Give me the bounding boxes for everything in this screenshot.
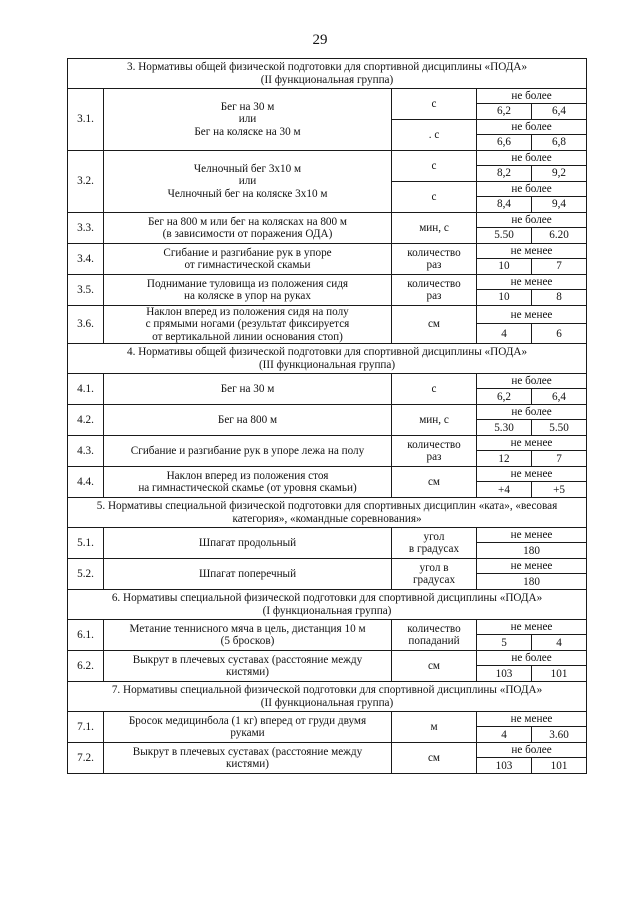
unit-line: раз xyxy=(426,290,442,302)
value-cell: 5 xyxy=(477,635,532,651)
test-name-line: на коляске в упор на руках xyxy=(184,290,311,302)
section-title-line: 4. Нормативы общей физической подготовки для спортивной дисциплины «ПОДА» xyxy=(127,346,528,359)
value-cell: 6,8 xyxy=(532,135,587,151)
page-number: 29 xyxy=(312,32,328,48)
test-name xyxy=(104,151,392,213)
value-cell: 6,6 xyxy=(477,135,532,151)
value-cell: 101 xyxy=(532,758,587,774)
value-cell: 8,2 xyxy=(477,166,532,182)
value-cell: 180 xyxy=(477,574,587,590)
test-name-line: Выкрут в плечевых суставах (расстояние между xyxy=(132,745,363,758)
unit-line: с xyxy=(431,159,437,172)
value-cell: 10 xyxy=(477,290,532,306)
table-row xyxy=(68,436,587,451)
test-name xyxy=(104,620,392,651)
value-cell: 7 xyxy=(532,259,587,275)
test-name-line: Наклон вперед из положения стоя xyxy=(166,469,329,482)
unit-cell xyxy=(392,620,477,651)
test-name-line: Сгибание и разгибание рук в упоре лежа на полу xyxy=(130,445,365,458)
unit-cell xyxy=(392,436,477,467)
row-number: 4.1. xyxy=(68,374,104,405)
row-number: 5.2. xyxy=(68,559,104,590)
test-name-line: Бросок медицинбола (1 кг) вперед от груди двумя xyxy=(128,714,367,727)
limit-label: не более xyxy=(477,374,587,389)
test-name xyxy=(104,213,392,244)
limit-label: не менее xyxy=(477,467,587,482)
test-name xyxy=(104,275,392,306)
test-name-line: кистями) xyxy=(225,758,270,771)
limit-label: не менее xyxy=(477,306,587,324)
test-name-line: Шпагат поперечный xyxy=(198,568,297,581)
table-row xyxy=(68,405,587,420)
limit-label: не менее xyxy=(477,559,587,574)
unit-cell xyxy=(392,151,477,182)
test-name xyxy=(104,306,392,344)
unit-line: мин, с xyxy=(419,221,449,234)
limit-label: не более xyxy=(477,405,587,420)
unit-line: попаданий xyxy=(408,635,460,648)
test-name-line: на гимнастической скамье (от уровня скамьи) xyxy=(138,482,357,495)
limit-label: не более xyxy=(477,151,587,166)
unit-cell xyxy=(392,528,477,559)
row-number: 4.2. xyxy=(68,405,104,436)
test-name-line: Метание теннисного мяча в цель, дистанция 10 м xyxy=(129,622,366,635)
limit-label: не более xyxy=(477,743,587,758)
test-name-line: от вертикальной линии основания стоп) xyxy=(152,330,343,343)
value-cell: 103 xyxy=(477,758,532,774)
section-title-line: 3. Нормативы общей физической подготовки для спортивной дисциплины «ПОДА» xyxy=(127,61,528,74)
test-name xyxy=(104,405,392,436)
value-cell: 6.20 xyxy=(532,228,587,244)
value-cell: 5.50 xyxy=(477,228,532,244)
value-cell: 6,2 xyxy=(477,389,532,405)
unit-cell xyxy=(392,651,477,682)
test-name-line: Бег на 30 м xyxy=(220,100,275,113)
row-number: 5.1. xyxy=(68,528,104,559)
section-header-row xyxy=(68,498,587,528)
table-row xyxy=(68,743,587,758)
value-cell: 10 xyxy=(477,259,532,275)
test-name xyxy=(104,743,392,774)
test-name-line: Сгибание и разгибание рук в упоре xyxy=(163,246,332,259)
unit-line: см xyxy=(427,752,441,765)
test-name-line: Челночный бег на коляске 3х10 м xyxy=(167,187,328,200)
section-title xyxy=(68,59,587,89)
row-number: 3.3. xyxy=(68,213,104,244)
row-number: 6.2. xyxy=(68,651,104,682)
row-number: 4.3. xyxy=(68,436,104,467)
section-title-line: (II функциональная группа) xyxy=(260,73,394,86)
norms-table xyxy=(67,58,587,774)
value-cell: 8,4 xyxy=(477,197,532,213)
unit-line: с xyxy=(431,383,437,396)
test-name-line: от гимнастической скамьи xyxy=(184,259,311,271)
unit-line: градусах xyxy=(412,574,456,587)
test-name-line: Поднимание туловища из положения сидя xyxy=(146,277,349,290)
test-name-line: или xyxy=(238,175,257,188)
unit-line: количество xyxy=(407,277,461,290)
value-cell: +4 xyxy=(477,482,532,498)
unit-line: см xyxy=(427,476,441,489)
section-title-line: 6. Нормативы специальной физической подготовки для спортивной дисциплины «ПОДА» xyxy=(111,592,543,605)
unit-line: количество xyxy=(407,246,461,259)
unit-line: раз xyxy=(426,451,442,464)
unit-line: количество xyxy=(407,622,461,635)
section-title-line: (III функциональная группа) xyxy=(258,358,396,371)
test-name xyxy=(104,559,392,590)
table-row xyxy=(68,620,587,635)
unit-cell xyxy=(392,743,477,774)
limit-label: не менее xyxy=(477,436,587,451)
limit-label: не менее xyxy=(477,528,587,543)
section-title-line: 5. Нормативы специальной физической подготовки для спортивных дисциплин «ката», «весовая xyxy=(96,500,558,513)
value-cell: 6,4 xyxy=(532,104,587,120)
test-name-line: Бег на 800 м или бег на колясках на 800 м xyxy=(147,215,347,228)
table-row xyxy=(68,306,587,324)
row-number: 4.4. xyxy=(68,467,104,498)
row-number: 3.6. xyxy=(68,306,104,344)
test-name xyxy=(104,89,392,151)
limit-label: не менее xyxy=(477,620,587,635)
table-row xyxy=(68,151,587,166)
value-cell: 9,4 xyxy=(532,197,587,213)
test-name-line: Наклон вперед из положения сидя на полу xyxy=(146,306,349,318)
value-cell: 6 xyxy=(532,324,587,344)
test-name-line: (в зависимости от поражения ОДА) xyxy=(162,228,333,240)
table-row xyxy=(68,89,587,104)
section-header-row xyxy=(68,590,587,620)
value-cell: 103 xyxy=(477,666,532,682)
value-cell: 7 xyxy=(532,451,587,467)
test-name xyxy=(104,244,392,275)
test-name-line: Шпагат продольный xyxy=(198,537,297,550)
table-row xyxy=(68,275,587,290)
section-title xyxy=(68,498,587,528)
row-number: 6.1. xyxy=(68,620,104,651)
limit-label: не менее xyxy=(477,275,587,290)
unit-line: с xyxy=(434,128,440,141)
unit-cell xyxy=(392,244,477,275)
value-cell: 5.50 xyxy=(532,420,587,436)
table-row xyxy=(68,374,587,389)
row-number: 3.2. xyxy=(68,151,104,213)
unit-cell xyxy=(392,275,477,306)
unit-cell xyxy=(392,559,477,590)
scan-mark: . xyxy=(428,128,432,141)
table-row xyxy=(68,213,587,228)
limit-label: не менее xyxy=(477,712,587,727)
unit-cell xyxy=(392,213,477,244)
table-row xyxy=(68,244,587,259)
unit-cell xyxy=(392,405,477,436)
test-name xyxy=(104,528,392,559)
limit-label: не более xyxy=(477,89,587,104)
value-cell: 8 xyxy=(532,290,587,306)
unit-cell xyxy=(392,712,477,743)
value-cell: 3.60 xyxy=(532,727,587,743)
unit-line: см xyxy=(427,318,441,331)
value-cell: 4 xyxy=(532,635,587,651)
unit-line: с xyxy=(431,190,437,203)
value-cell: 4 xyxy=(477,727,532,743)
unit-cell xyxy=(392,306,477,344)
table-row xyxy=(68,712,587,727)
unit-line: с xyxy=(431,97,437,110)
table-row xyxy=(68,467,587,482)
test-name xyxy=(104,712,392,743)
table-row xyxy=(68,528,587,543)
value-cell: 6,4 xyxy=(532,389,587,405)
unit-line: количество xyxy=(407,438,461,451)
test-name-line: Бег на 800 м xyxy=(217,414,278,427)
test-name-line: Выкрут в плечевых суставах (расстояние между xyxy=(132,653,363,666)
test-name xyxy=(104,651,392,682)
value-cell: 12 xyxy=(477,451,532,467)
row-number: 7.1. xyxy=(68,712,104,743)
section-title xyxy=(68,590,587,620)
limit-label: не более xyxy=(477,120,587,135)
value-cell: 4 xyxy=(477,324,532,344)
row-number: 3.5. xyxy=(68,275,104,306)
section-title-line: (II функциональная группа) xyxy=(260,696,394,709)
unit-line: м xyxy=(430,721,438,734)
unit-cell xyxy=(392,467,477,498)
limit-label: не более xyxy=(477,651,587,666)
row-number: 7.2. xyxy=(68,743,104,774)
unit-line: угол xyxy=(423,530,445,543)
limit-label: не более xyxy=(477,182,587,197)
value-cell: 6,2 xyxy=(477,104,532,120)
test-name-line: Бег на 30 м xyxy=(220,383,275,396)
table-row xyxy=(68,651,587,666)
test-name-line: с прямыми ногами (результат фиксируется xyxy=(145,318,350,331)
value-cell: 180 xyxy=(477,543,587,559)
unit-cell xyxy=(392,374,477,405)
section-header-row xyxy=(68,344,587,374)
unit-line: раз xyxy=(426,259,442,271)
limit-label: не менее xyxy=(477,244,587,259)
value-cell: +5 xyxy=(532,482,587,498)
value-cell: 101 xyxy=(532,666,587,682)
section-title-line: категория», «командные соревнования» xyxy=(232,512,422,525)
row-number: 3.4. xyxy=(68,244,104,275)
section-header-row xyxy=(68,59,587,89)
test-name-line: Бег на коляске на 30 м xyxy=(194,125,301,138)
section-title xyxy=(68,682,587,712)
test-name-line: Челночный бег 3х10 м xyxy=(193,162,302,175)
section-title xyxy=(68,344,587,374)
table-row xyxy=(68,559,587,574)
section-title-line: 7. Нормативы специальной физической подготовки для спортивной дисциплины «ПОДА» xyxy=(111,684,543,697)
unit-line: см xyxy=(427,660,441,673)
unit-line: в градусах xyxy=(408,543,460,556)
unit-cell xyxy=(392,182,477,213)
test-name xyxy=(104,374,392,405)
value-cell: 9,2 xyxy=(532,166,587,182)
test-name-line: или xyxy=(238,113,257,126)
test-name-line: кистями) xyxy=(225,666,270,679)
section-title-line: (I функциональная группа) xyxy=(262,604,392,617)
unit-cell xyxy=(392,89,477,120)
test-name-line: руками xyxy=(230,727,265,740)
unit-line: мин, с xyxy=(419,414,449,427)
unit-line: угол в xyxy=(419,561,449,574)
test-name-line: (5 бросков) xyxy=(220,635,275,648)
test-name xyxy=(104,436,392,467)
value-cell: 5.30 xyxy=(477,420,532,436)
limit-label: не более xyxy=(477,213,587,228)
unit-cell xyxy=(392,120,477,151)
row-number: 3.1. xyxy=(68,89,104,151)
test-name xyxy=(104,467,392,498)
section-header-row xyxy=(68,682,587,712)
